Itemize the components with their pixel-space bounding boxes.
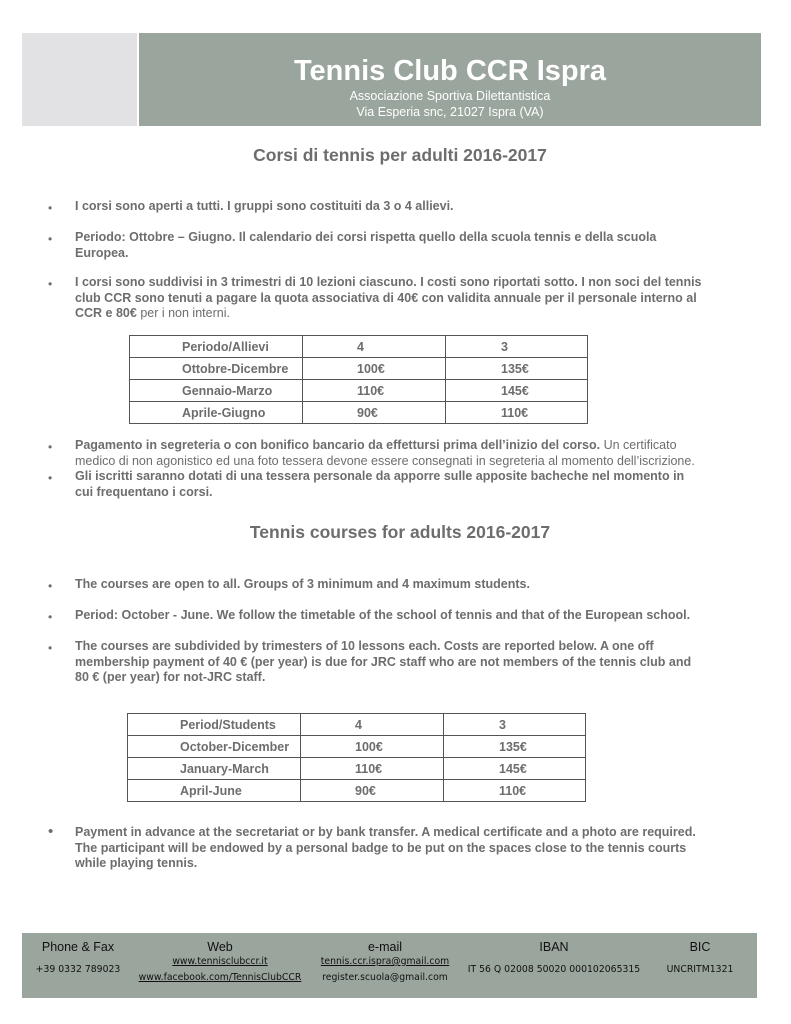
- table-row: Period/Students 4 3: [128, 714, 586, 736]
- table-row: Ottobre-Dicembre 100€ 135€: [130, 358, 588, 380]
- bullet-marker: •: [48, 823, 54, 840]
- en-fees-table: [127, 713, 586, 802]
- it-bullet-4: Pagamento in segreteria o con bonifico bancario da effettursi prima dell’inizio del corso. Un certificato medico di non agonistico ed una foto tessera devone essere consegnati in segreteria al momento dell’iscrizione.: [75, 438, 695, 468]
- it-bullet-5: Gli iscritti saranno dotati di una tessera personale da apporre sulle apposite bacheche nel momento in cui frequentano i corsi.: [75, 469, 685, 499]
- table-row: January-March 110€ 145€: [128, 758, 586, 780]
- table-row: Periodo/Allievi 4 3: [130, 336, 588, 358]
- bullet-marker: •: [48, 471, 53, 485]
- facebook-link[interactable]: www.facebook.com/TennisClubCCR: [138, 972, 302, 983]
- it-bullet-2: Periodo: Ottobre – Giugno. Il calendario dei corsi rispetta quello della scuola tennis e della scuola Europea.: [75, 230, 657, 260]
- bullet-marker: •: [48, 579, 53, 593]
- it-bullet-1: I corsi sono aperti a tutti. I gruppi sono costituiti da 3 o 4 allievi.: [75, 199, 454, 213]
- en-bullet-3: The courses are subdivided by trimesters of 10 lessons each. Costs are reported below. A one off membership payment of 40 € (per year) is due for JRC staff who are not members of the tennis club and 80 € (per year) for not-JRC staff.: [75, 639, 692, 684]
- email-link-1[interactable]: tennis.ccr.ispra@gmail.com: [320, 956, 450, 967]
- table-row: Aprile-Giugno 90€ 110€: [130, 402, 588, 424]
- en-bullet-2: Period: October - June. We follow the timetable of the school of tennis and that of the European school.: [75, 608, 691, 622]
- website-link[interactable]: www.tennisclubccr.it: [172, 956, 268, 967]
- footer-phone: Phone & Fax +39 0332 789023: [35, 940, 121, 975]
- email-text-2: register.scuola@gmail.com: [322, 972, 448, 983]
- bullet-marker: •: [48, 641, 53, 655]
- en-bullet-1: The courses are open to all. Groups of 3 minimum and 4 maximum students.: [75, 577, 530, 591]
- footer-bic: BIC UNCRITM1321: [666, 940, 734, 975]
- footer-web: Web www.tennisclubccr.it www.facebook.com/TennisClubCCR: [134, 933, 306, 986]
- bullet-marker: •: [48, 201, 53, 215]
- bullet-marker: •: [48, 610, 53, 624]
- footer-email: e-mail tennis.ccr.ispra@gmail.com register.scuola@gmail.com: [310, 933, 460, 986]
- table-row: October-Dicember 100€ 135€: [128, 736, 586, 758]
- club-address: Via Esperia snc, 21027 Ispra (VA): [356, 105, 544, 119]
- club-name: Tennis Club CCR Ispra: [293, 55, 607, 87]
- section-title-italian: Corsi di tennis per adulti 2016-2017: [253, 145, 547, 165]
- header-logo-area: [22, 33, 137, 126]
- header-banner: [139, 33, 761, 126]
- it-bullet-3: I corsi sono suddivisi in 3 trimestri di 10 lezioni ciascuno. I costi sono riportati sotto. I non soci del tennis club CCR sono tenuti a pagare la quota associativa di 40€ con validita annuale per il personale interno al CCR e 80€ per i non interni.: [75, 275, 702, 320]
- footer-iban: IBAN IT 56 Q 02008 50020 000102065315: [467, 940, 641, 975]
- it-fees-table: [129, 335, 588, 424]
- section-title-english: Tennis courses for adults 2016-2017: [249, 522, 551, 542]
- footer-contact-bar: [22, 933, 757, 998]
- bullet-marker: •: [48, 277, 53, 291]
- bullet-marker: •: [48, 232, 53, 246]
- table-row: April-June 90€ 110€: [128, 780, 586, 802]
- en-bullet-4: Payment in advance at the secretariat or by bank transfer. A medical certificate and a photo are required. The participant will be endowed by a personal badge to be put on the spaces close to the tennis courts while playing tennis.: [75, 825, 696, 870]
- club-subtitle: Associazione Sportiva Dilettantistica: [349, 89, 551, 103]
- bullet-marker: •: [48, 440, 53, 454]
- table-row: Gennaio-Marzo 110€ 145€: [130, 380, 588, 402]
